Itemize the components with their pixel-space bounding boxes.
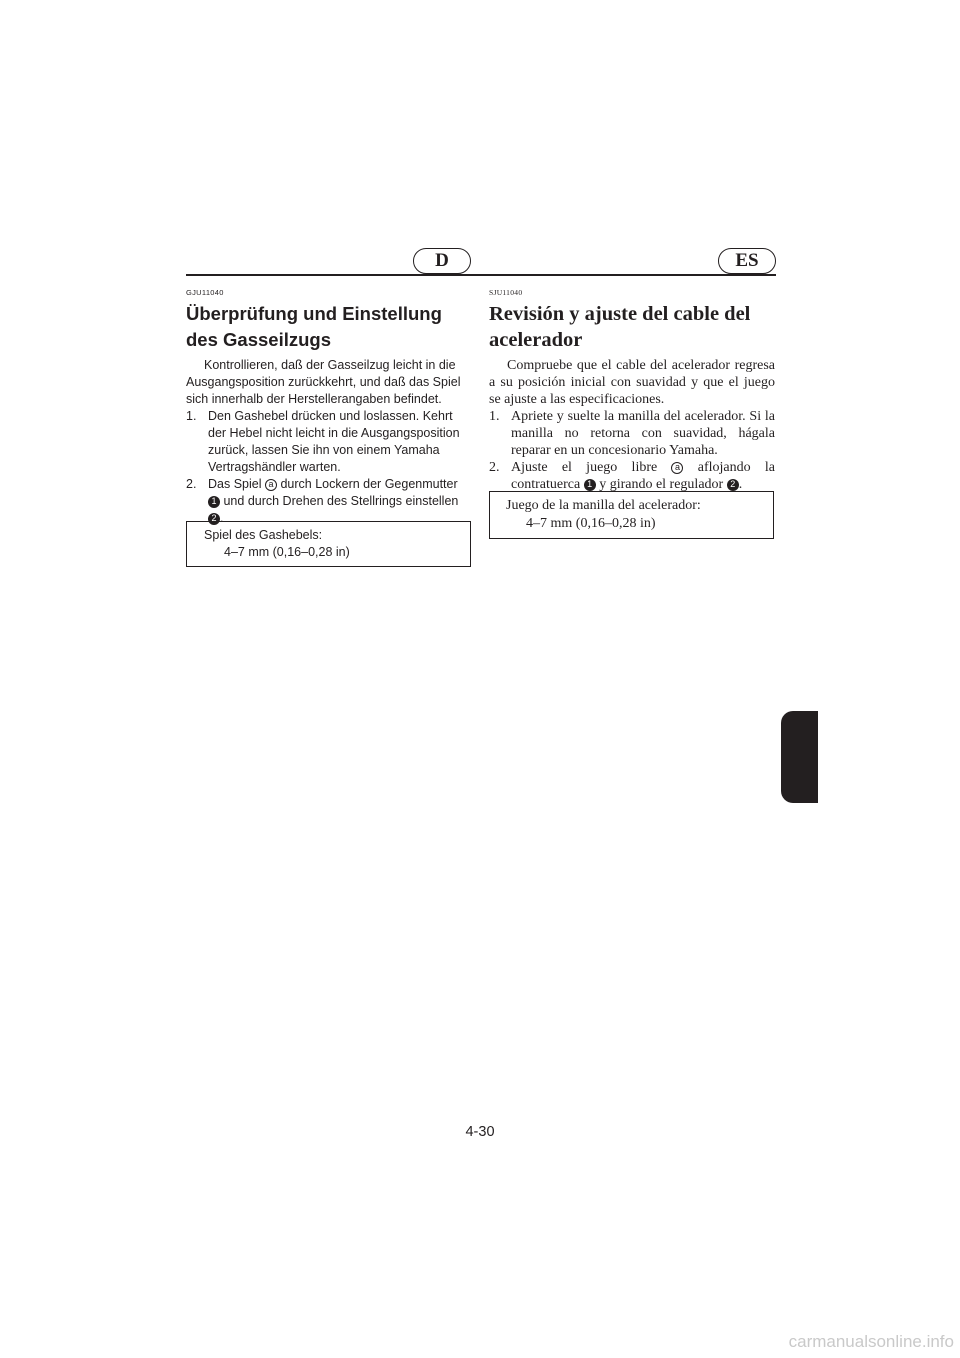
section-code-de: GJU11040 — [186, 288, 224, 297]
chapter-thumb-tab — [781, 711, 818, 803]
steps-list-es — [489, 408, 775, 493]
step-text-part: und durch Drehen des Stellrings einstellen — [223, 494, 459, 508]
step-text-part: . — [220, 511, 224, 525]
language-badge-es: ES — [718, 248, 776, 274]
header-rule — [186, 274, 776, 276]
page-number: 4-30 — [465, 1124, 495, 1140]
marker-a-icon: a — [265, 479, 277, 491]
steps-list-de — [186, 408, 472, 527]
watermark: carmanualsonline.info — [788, 1332, 954, 1351]
spec-box-de — [186, 521, 471, 567]
spec-value-de: 4–7 mm (0,16–0,28 in) — [224, 545, 350, 559]
step-item-es-2 — [489, 459, 775, 493]
step-text-part: Ajuste el juego libre — [511, 460, 658, 475]
marker-1-icon: 1 — [584, 479, 596, 491]
step-item-es-1 — [489, 408, 775, 459]
step-item-de-2 — [186, 476, 472, 527]
step-number: 2. — [186, 477, 197, 491]
section-code-es: SJU11040 — [489, 288, 523, 297]
marker-1-icon: 1 — [208, 496, 220, 508]
marker-2-icon: 2 — [727, 479, 739, 491]
step-text-part: . — [738, 477, 743, 492]
step-text: Den Gashebel drücken und loslassen. Kehrt der Hebel nicht leicht in die Ausgangsposition zurück, lassen Sie ihn von einem Yamaha Vertragshändler warten. — [208, 409, 460, 474]
intro-paragraph-es: Compruebe que el cable del acelerador regresa a su posición inicial con suavidad y que el juego se ajuste a las especificaciones. — [489, 358, 775, 407]
spec-value-es: 4–7 mm (0,16–0,28 in) — [526, 516, 656, 531]
spec-label-de: Spiel des Gashebels: — [204, 528, 323, 542]
step-text-part: Das Spiel — [208, 477, 262, 491]
intro-paragraph-de: Kontrollieren, daß der Gasseilzug leicht in die Ausgangsposition zurückkehrt, und daß das Spiel sich innerhalb der Herstellerangaben befindet. — [186, 358, 461, 406]
language-badge-d: D — [413, 248, 471, 274]
step-text: Apriete y suelte la manilla del acelerador. Si la manilla no retorna con suavidad, hágala reparar en un concesionario Yamaha. — [511, 409, 775, 458]
step-number: 2. — [489, 460, 500, 475]
spec-label-es: Juego de la manilla del acelerador: — [506, 498, 701, 513]
spanish-column — [489, 288, 775, 493]
section-title-es: Revisión y ajuste del cable del acelerador — [489, 303, 751, 351]
step-item-de-1 — [186, 408, 472, 476]
spec-box-es — [489, 491, 774, 539]
step-text-part: aflojando la contratuerca — [511, 460, 775, 492]
marker-2-icon: 2 — [208, 513, 220, 525]
step-number: 1. — [489, 409, 500, 424]
step-number: 1. — [186, 409, 197, 423]
german-column — [186, 288, 472, 527]
step-text-part: y girando el regulador — [599, 477, 724, 492]
section-title-de: Überprüfung und Einstellung des Gasseilzugs — [186, 303, 442, 350]
marker-a-icon: a — [671, 462, 683, 474]
step-text-part: durch Lockern der Gegenmutter — [280, 477, 458, 491]
